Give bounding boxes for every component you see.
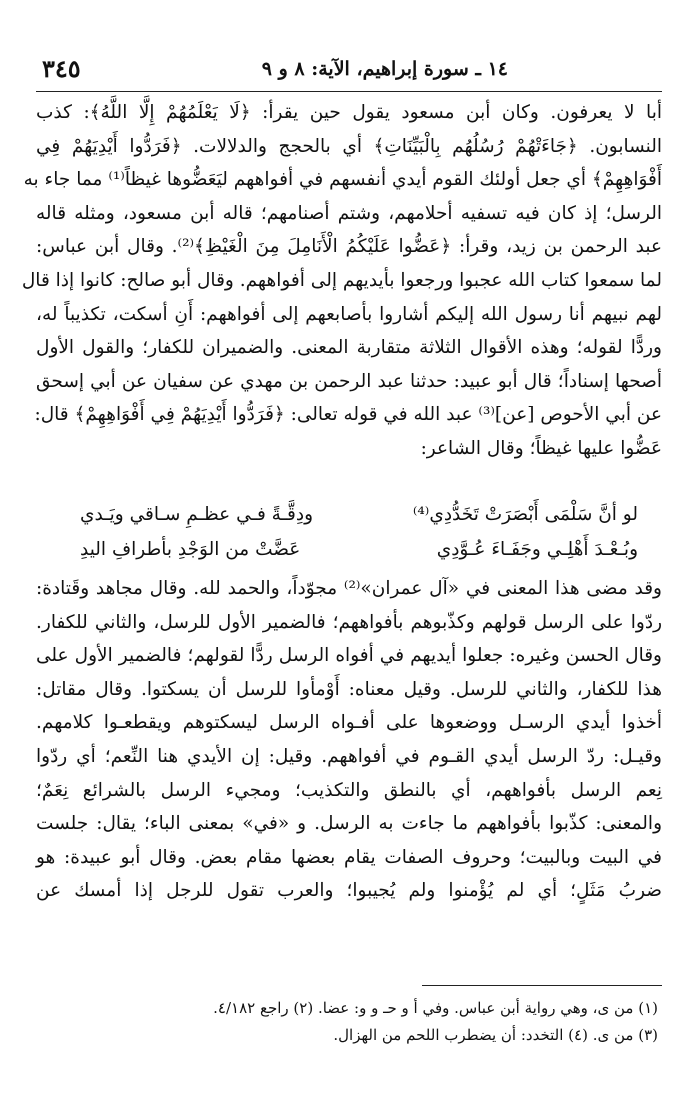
header-divider [36,91,662,92]
text-line: النسابون. ﴿جَاءَتْهُمْ رُسُلُهُم بِالْبَيِّنَاتِ﴾ أي بالحجج والدلالات. ﴿فَرَدُّوا أَيْدِيَهُمْ فِي [36,135,662,157]
text-line: أَفْوَاهِهِمْ﴾ أي جعل أولئك القوم أيدي أنفسهم في أفواههم ليَعَضُّوها غيظاً⁽¹⁾ مما جاء به [23,169,662,191]
text-line: في البيت وبالبيت؛ وحروف الصفات يقام بعضها مقام بعض. وقال أبو عبيدة: هو [36,846,662,868]
text-line: وقال الحسن وغيره: جعلوا أيديهم في أفواه الرسل ردًّا لقولهم؛ فالضمير الأول على [36,645,662,667]
text-line: أبا لا يعرفون. وكان أبن مسعود يقول حين يقرأ: ﴿لَا يَعْلَمُهُمْ إِلَّا اللَّهُ﴾: كذب [36,102,662,123]
text-line: وقيـل: ردّ الرسل أيدي القـوم في أفواههم. وقيل: إن الأيدي هنا النِّعم؛ أي ردّوا [36,745,662,767]
text-line: ردّوا على الرسل قولهم وكذّبوهم بأفواههم؛ فالضمير الأول للرسل، والثاني للكفار. [36,611,662,633]
main-paragraph [21,96,662,466]
text-line: عبد الرحمن بن زيد، وقرأ: ﴿عَضُّوا عَلَيْكُمُ الْأَنَامِلَ مِنَ الْغَيْظِ﴾⁽²⁾. وقال أبن عباس: [36,236,662,258]
text-line: هذا للكفار، والثاني للرسل. وقيل معناه: أَوْمأوا للرسل أن يسكتوا. وقال مقاتل: [36,678,662,700]
text-line: عن أبي الأحوص [عن]⁽³⁾ عبد الله في قوله تعالى: ﴿فَرَدُّوا أَيْدِيَهُمْ فِي أَفْوَاهِهِمْ﴾ قال: [34,404,662,426]
text-line: أخذوا أيدي الرسـل ووضعوها على أفـواه الرسل ليسكتوهم ويقطعـوا كلامهم. [36,712,662,734]
footnote-line: (١) من ى، وهي رواية أبن عباس. وفي أ و حـ و و: عضا. (٢) راجع ٤/١٨٢. [213,999,658,1017]
running-header-title: ١٤ ـ سورة إبراهيم، الآية: ٨ و ٩ [261,58,508,80]
verse-second-hemistich: عَضَّتْ من الوَجْدِ بأطرافِ اليدِ [80,539,301,560]
footnote-divider [422,985,662,986]
text-line: نِعم الرسل بأفواههم، أي بالنطق والتكذيب؛ ومجيء الرسل بالشرائع نِعَمٌ؛ [36,779,662,801]
text-line: أصحها إسناداً؛ قال أبو عبيد: حدثنا عبد الرحمن بن مهدي عن سفيان عن أبي إسحق [36,370,662,392]
poetry-verse [80,497,638,567]
verse-first-hemistich: لو أنَّ سَلْمَى أَبْصَرَتْ تَخَدُّدِي⁽⁴⁾ [412,504,638,525]
text-line: وقد مضى هذا المعنى في «آل عمران»⁽²⁾ مجوّداً، والحمد لله. وقال مجاهد وقَتادة: [36,578,662,599]
verse-line [80,532,638,567]
footnote-line: (٣) من ى. (٤) التخدد: أن يضطرب اللحم من الهزال. [333,1026,658,1044]
footnotes [36,995,658,1049]
page-number: ٣٤٥ [42,54,81,83]
verse-second-hemistich: ودِقَّـةً فـي عظـمِ سـاقي ويَـدي [80,504,314,525]
text-line: لهم نبيهم أنا رسول الله إليكم أشاروا بأصابعهم إلى أفواههم: أَنِ أسكت، تكذيباً له، [36,303,662,325]
second-paragraph [36,572,662,908]
text-line: عَضُّوا عليها غيظاً؛ وقال الشاعر: [420,437,662,459]
text-line: لما سمعوا كتاب الله عجبوا ورجعوا بأيديهم إلى أفواههم. وقال أبو صالح: كانوا إذا قال [21,269,662,291]
text-line: وردًّا لقوله؛ وهذه الأقوال الثلاثة متقاربة المعنى. والضميران للكفار؛ والقول الأول [36,337,662,359]
text-line: والمعنى: كذّبوا بأفواههم ما جاءت به الرسل. و «في» بمعنى الباء؛ يقال: جلست [36,813,662,835]
page-header [40,54,658,88]
text-line: ضربُ مَثَلٍ؛ أي لم يُؤْمنوا ولم يُجيبوا؛ والعرب تقول للرجل إذا أمسك عن [36,880,662,902]
verse-line [80,497,638,532]
text-line: الرسل؛ إذ كان فيه تسفيه أحلامهم، وشتم أصنامهم؛ قاله أبن مسعود، ومثله قاله [36,202,662,224]
verse-first-hemistich: وبُـعْـدَ أَهْلِـي وجَفَـاءَ عُـوَّدِي [436,539,638,560]
